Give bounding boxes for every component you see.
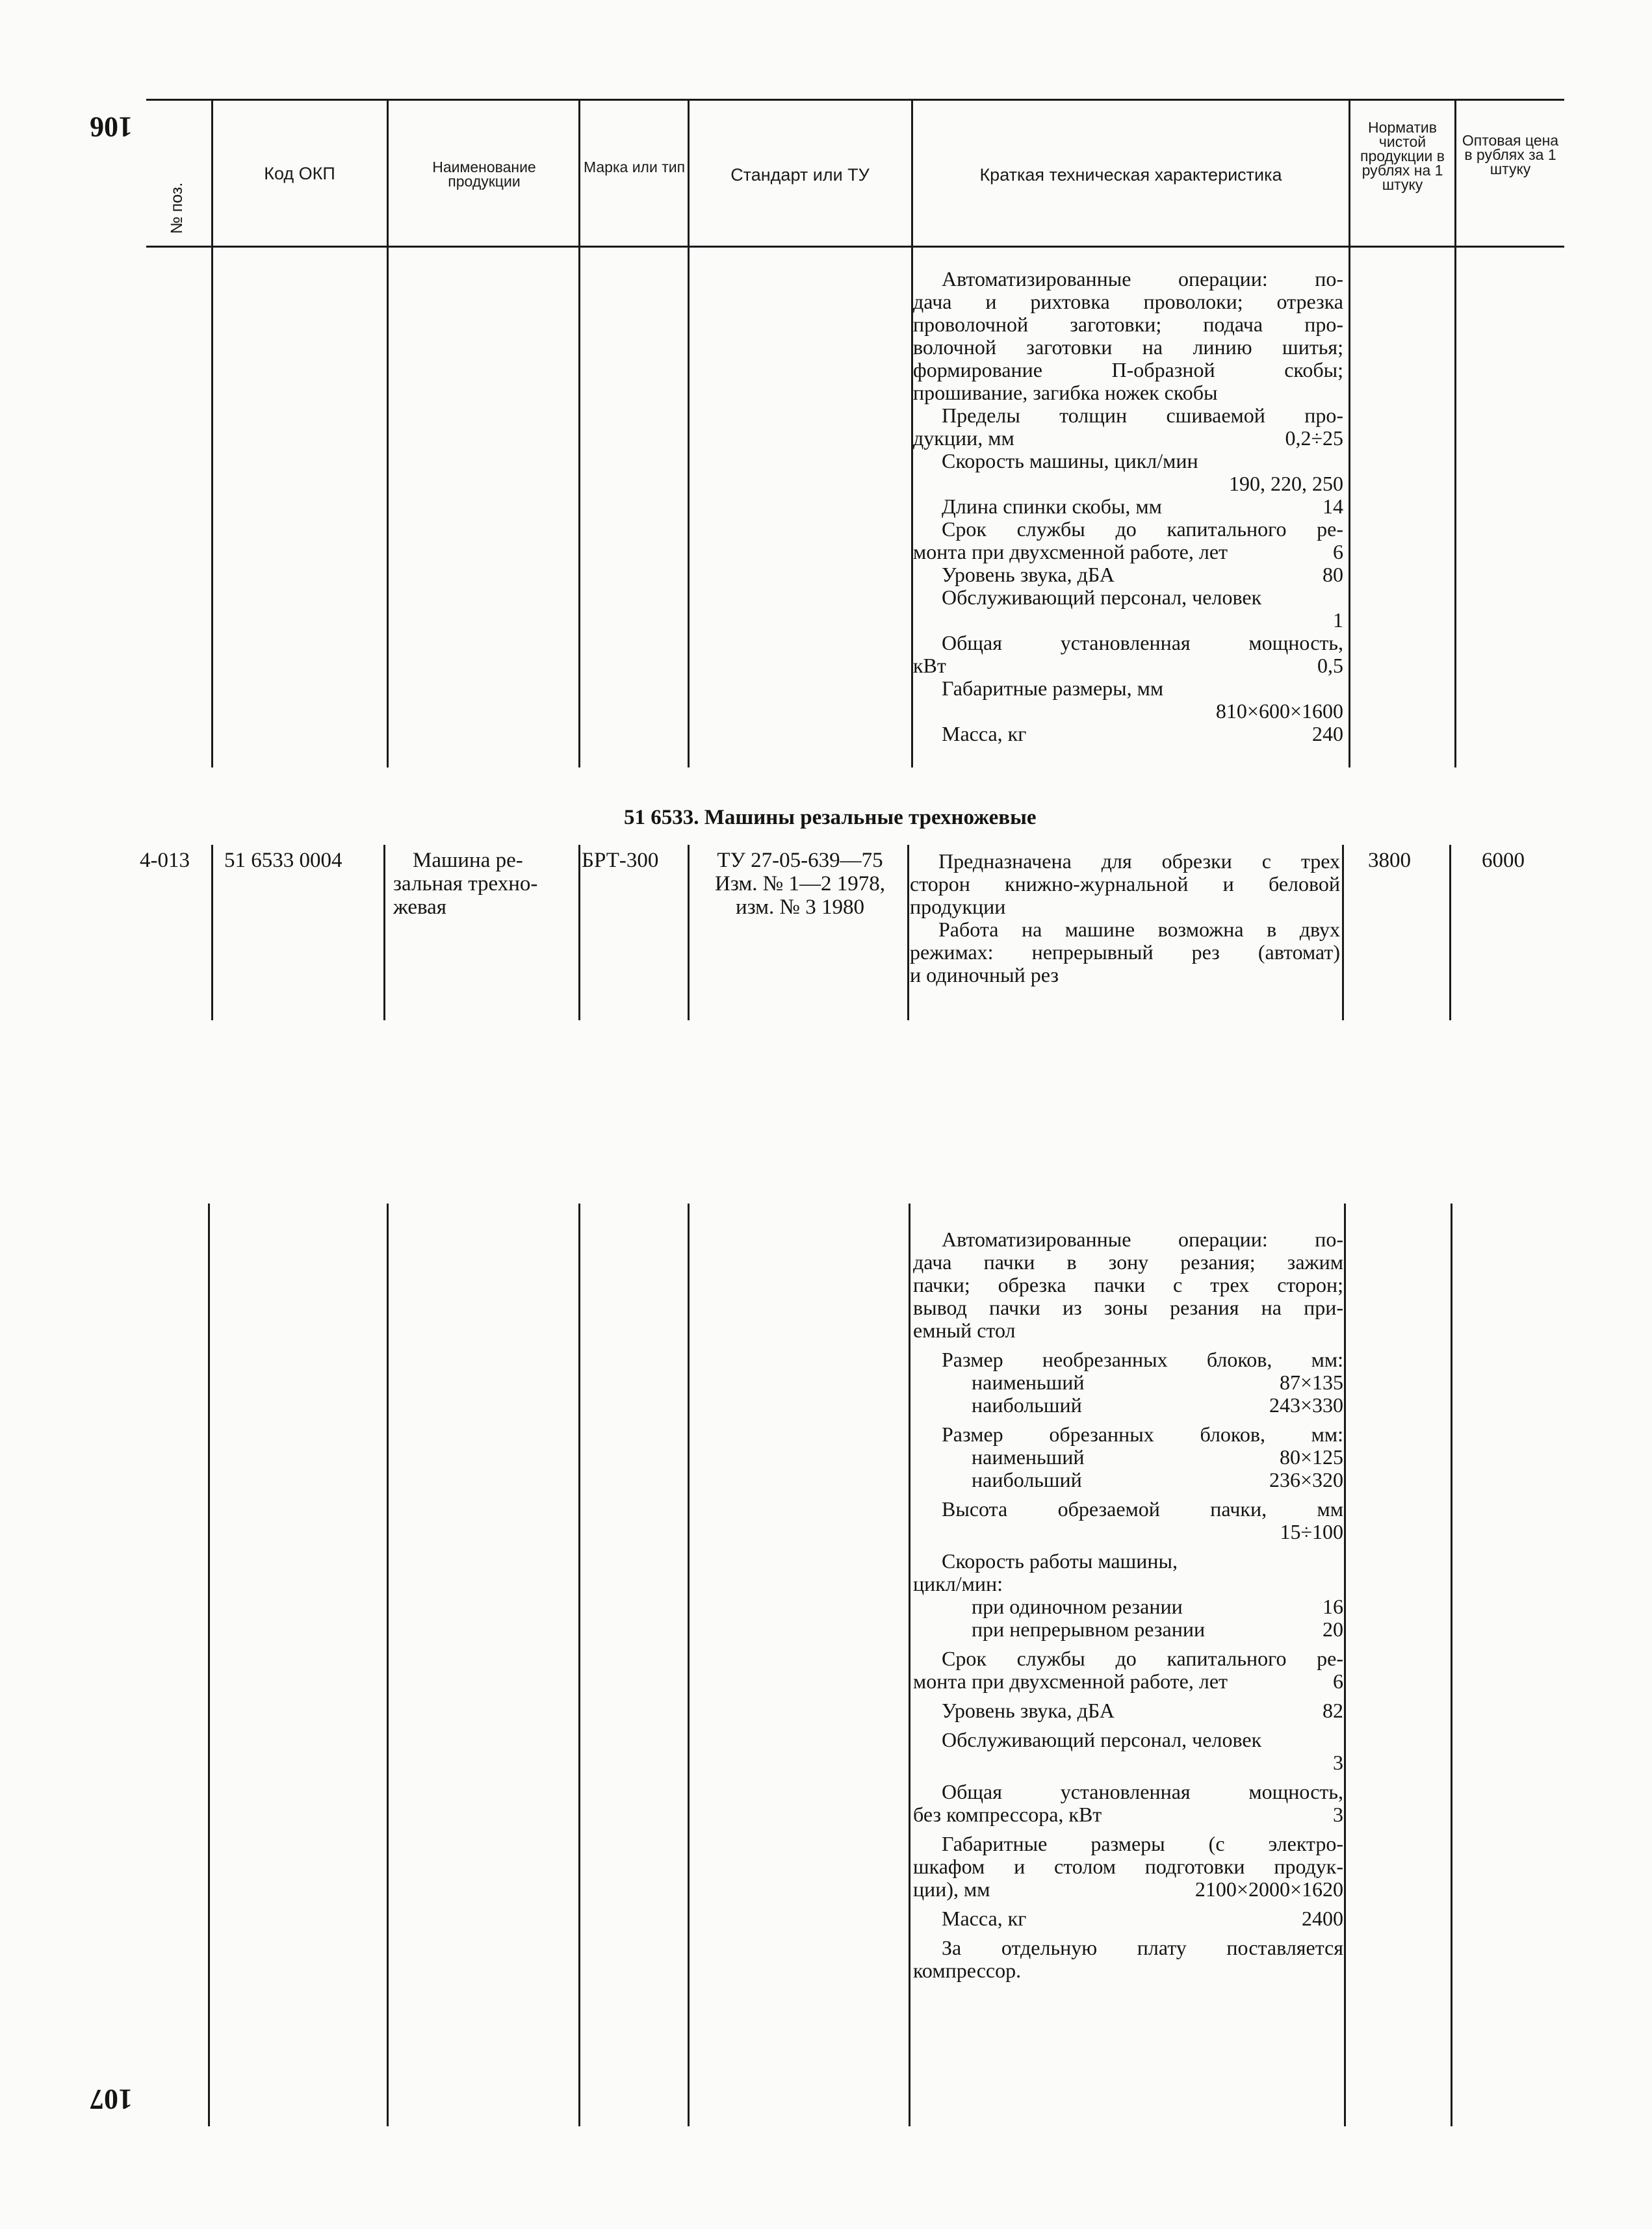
spec-line: Пределы толщин сшиваемой про- [942,404,1343,427]
header-spec: Краткая техническая характеристика [979,165,1282,185]
spec-block-2 [910,850,1340,986]
spec-value: 243×330 [1269,1393,1343,1417]
header-divider [387,101,389,246]
spec-line: Габаритные размеры (с электро- [942,1832,1343,1855]
header-mark: Марка или тип [583,159,686,175]
spec-line: ции), мм 2100×2000×1620 [913,1877,1343,1901]
spec-line: Высота обрезаемой пачки, мм [942,1497,1343,1521]
spec-line: 1 [1333,608,1343,632]
column-line [1449,845,1451,1020]
spec-line: емный стол [913,1319,1016,1342]
spec-value: 14 [1323,495,1343,518]
spec-value: 87×135 [1279,1371,1343,1394]
spec-value: 16 [1323,1595,1343,1618]
header-name: Наименование продукции [432,159,536,190]
column-line [211,248,213,767]
page-number-top: 106 [90,111,133,143]
header-divider [1454,101,1456,246]
spec-value: 3 [1333,1803,1343,1826]
spec-line: наименьший 80×125 [972,1445,1343,1469]
spec-line: продукции [910,895,1006,918]
spec-line: наименьший 87×135 [972,1371,1343,1394]
spec-value: 236×320 [1269,1468,1343,1491]
spec-line: вывод пачки из зоны резания на при- [913,1296,1343,1319]
spec-line: наибольший 243×330 [972,1393,1343,1417]
spec-line: и одиночный рез [910,963,1059,986]
spec-line: пачки; обрезка пачки с трех сторон; [913,1273,1343,1296]
spec-value: 6 [1333,540,1343,563]
spec-line: Уровень звука, дБА 82 [942,1699,1343,1722]
spec-line: Габаритные размеры, мм [942,676,1164,700]
column-line [688,248,690,767]
column-line [578,845,580,1020]
spec-line: наибольший 236×320 [972,1468,1343,1491]
spec-line: дача и рихтовка проволоки; отрезка [913,290,1343,313]
spec-line: 15÷100 [1280,1520,1343,1543]
column-line [1349,248,1350,767]
spec-line: Работа на машине возможна в двух [938,918,1340,941]
page-number-bottom: 107 [90,2083,133,2115]
spec-line: Уровень звука, дБА 80 [942,563,1343,586]
spec-line: Обслуживающий персонал, человек [942,586,1262,609]
spec-line: 190, 220, 250 [1229,472,1343,495]
item-norm: 3800 [1368,849,1411,872]
column-line [1454,248,1456,767]
header-price: Оптовая цена в рублях за 1 штуку [1462,132,1559,177]
spec-line: формирование П-образной скобы; [913,358,1343,381]
item-okp: 51 6533 0004 [224,849,342,872]
spec-block-3 [913,1228,1343,1982]
column-line [688,1204,690,2126]
item-mark: БРТ-300 [582,849,659,872]
spec-line: дача пачки в зону резания; зажим [913,1250,1343,1274]
column-line [688,845,690,1020]
spec-value: 80×125 [1279,1445,1343,1469]
spec-value: 82 [1323,1699,1343,1722]
spec-line: Размер обрезанных блоков, мм: [942,1423,1343,1446]
column-line [211,845,213,1020]
item-name: Машина ре- зальная трехно- жевая [393,849,538,919]
spec-line: Срок службы до капитального ре- [942,1647,1343,1670]
spec-line: Общая установленная мощность, [942,1780,1343,1803]
item-standard: ТУ 27-05-639—75 Изм. № 1—2 1978, изм. № 3 1980 [714,849,886,919]
spec-line: компрессор. [913,1959,1022,1982]
header-divider [211,101,213,246]
spec-value: 0,5 [1317,654,1343,677]
column-line [1344,1204,1346,2126]
column-line [907,845,909,1020]
spec-value: 20 [1323,1617,1343,1641]
section-title: 51 6533. Машины резальные трехножевые [624,806,1037,829]
header-bottom-rule [146,246,1564,248]
column-line [387,248,389,767]
spec-line: проволочной заготовки; подача про- [913,313,1343,336]
spec-line: монта при двухсменной работе, лет 6 [913,540,1343,563]
header-norm: Норматив чистой продукции в рублях на 1 штуку [1360,119,1445,193]
column-line [578,1204,580,2126]
spec-block-1 [913,268,1343,745]
spec-line: Предназначена для обрезки с трех [938,849,1340,873]
header-standard: Стандарт или ТУ [730,165,870,185]
spec-line: Срок службы до капитального ре- [942,517,1343,541]
column-line [383,845,385,1020]
spec-line: монта при двухсменной работе, лет 6 [913,1669,1343,1693]
header-okp: Код ОКП [264,164,335,183]
header-divider [911,101,913,246]
spec-line: Размер необрезанных блоков, мм: [942,1348,1343,1371]
spec-line: волочной заготовки на линию шитья; [913,335,1343,359]
spec-value: 2100×2000×1620 [1194,1877,1343,1901]
spec-line: Длина спинки скобы, мм 14 [942,495,1343,518]
column-line [208,1204,210,2126]
column-line [387,1204,389,2126]
spec-line: режимах: непрерывный рез (автомат) [910,940,1340,964]
column-line [909,1204,910,2126]
spec-line: Автоматизированные операции: по- [942,1228,1343,1251]
item-price: 6000 [1482,849,1525,872]
spec-value: 0,2÷25 [1285,426,1343,450]
spec-line: сторон книжно-журнальной и беловой [910,872,1340,895]
spec-line: Автоматизированные операции: по- [942,267,1343,290]
spec-line: цикл/мин: [913,1572,1003,1595]
spec-line: Масса, кг 240 [942,722,1343,745]
item-pos: 4-013 [140,849,190,872]
spec-line: кВт 0,5 [913,654,1343,677]
spec-line: шкафом и столом подготовки продук- [913,1855,1343,1878]
spec-line: дукции, мм 0,2÷25 [913,426,1343,450]
spec-line: без компрессора, кВт 3 [913,1803,1343,1826]
spec-line: Общая установленная мощность, [942,631,1343,654]
spec-line: при непрерывном резании 20 [972,1617,1343,1641]
spec-value: 240 [1312,722,1343,745]
spec-line: прошивание, загибка ножек скобы [913,381,1218,404]
header-divider [578,101,580,246]
spec-line: Обслуживающий персонал, человек [942,1728,1262,1751]
spec-value: 2400 [1302,1907,1343,1930]
column-line [1451,1204,1452,2126]
spec-line: Скорость машины, цикл/мин [942,449,1198,472]
column-line [1342,845,1344,1020]
column-line [578,248,580,767]
header-pos: № поз. [168,182,186,234]
spec-value: 6 [1333,1669,1343,1693]
header-top-rule [146,99,1564,101]
spec-line: при одиночном резании 16 [972,1595,1343,1618]
spec-line: 3 [1333,1751,1343,1774]
header-divider [688,101,690,246]
spec-value: 80 [1323,563,1343,586]
spec-line: 810×600×1600 [1215,699,1343,723]
spec-line: За отдельную плату поставляется [942,1936,1343,1959]
spec-line: Масса, кг 2400 [942,1907,1343,1930]
header-divider [1349,101,1350,246]
spec-line: Скорость работы машины, [942,1549,1178,1573]
